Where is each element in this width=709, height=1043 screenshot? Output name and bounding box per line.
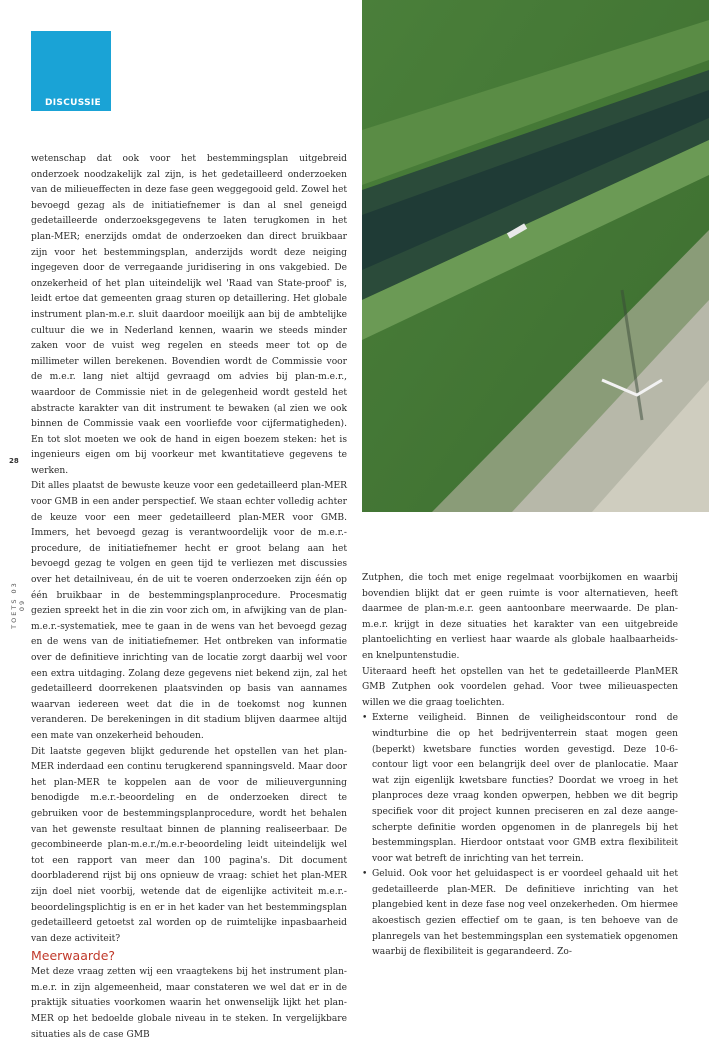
paragraph: Dit alles plaatst de bewuste keuze voor een gedetailleerd plan-MER voor GMB in een ander perspectief. We staan echter volledig achter de keuze voor een meer gedetailleerd plan-MER voor GMB. Immers, het bevoegd gezag is verantwoordelijk voor de m.e.r.-procedure, de initiatiefnemer hecht er groot belang aan het bevoegd gezag te volgen en geen tijd te verliezen met discussies over het detailniveau, én de uit te voeren onderzoeken zijn één op één bruikbaar in de bestemmingsplanprocedure. Procesmatig gezien spreekt het in die zin voor zich om, in afwijking van de plan-m.e.r.-systematiek, mee te gaan in de wens van het bevoegd gezag en de wens van de initiatiefnemer. Het ontbreken van informatie over de definitieve inrichting van de locatie zorgt daarbij wel voor een extra uitdaging. Zolang deze gegevens niet bekend zijn, zal het gedetailleerd doorrekenen plaatsvinden op basis van aannames waarvan iedereen weet dat die in de toekomst nog kunnen veranderen. De berekeningen in dit stadium blijven daarmee altijd een mate van onzekerheid behouden. (31, 481, 347, 741)
section-heading: Meerwaarde? (31, 948, 116, 964)
section-tab (31, 31, 111, 111)
left-column (31, 152, 347, 1043)
paragraph: Dit laatste gegeven blijkt gedurende het opstellen van het plan-MER inderdaad een continu terugkerend spanningsveld. Maar door het plan-MER te koppelen aan de voor de milieuvergunning benodigde m.e.r.-beoordeling en de onderzoeken direct te gebruiken voor de bestemmingsplanprocedure, wordt het behalen van het gewenste resultaat binnen de planning realiseerbaar. De gecombineerde plan-m.e.r./m.e.r-beoordeling leidt uiteindelijk wel tot een rapport van meer dan 100 pagina's. Dit document doorbladerend rijst bij ons opnieuw de vraag: schiet het plan-MER zijn doel niet voorbij, wetende dat de eigenlijke activiteit m.e.r.-beoordelingsplichtig is en er in het kader van het bestemmingsplan gedetailleerd getoetst zal worden op de ruimtelijke inpasbaarheid van deze activiteit? (31, 746, 347, 944)
page-number: 28 (9, 457, 19, 465)
paragraph: Zutphen, die toch met enige regelmaat voorbijkomen en waarbij bovendien blijkt dat er geen ruimte is voor alternatieven, heeft daarmee de plan-m.e.r. geen aantoonbare meerwaarde. De plan-m.e.r. krijgt in deze situaties het karakter van een uitgebreide plantoelichting en verliest haar waarde als globale haalbaarheids- en knelpuntenstudie. (362, 573, 678, 661)
list-item: • Externe veiligheid. Binnen de veiligheidscontour rond de windturbine die op het bedrijventerrein staat mogen geen (beperkt) kwetsbare functies worden gevestigd. Deze 10-6-contour ligt voor een belangrijk deel over de planlocatie. Maar wat zijn eigenlijk kwetsbare functies? Doordat we vroeg in het planproces deze vraag konden opwerpen, hebben we dit begrip specifiek voor dit project kunnen preciseren en zal deze aangescherpte definitie worden opgenomen in de planregels bij het bestemmingsplan. Hierdoor ontstaat voor GMB extra flexibiliteit voor wat betreft de inrichting van het terrein. (362, 711, 678, 867)
paragraph: Uiteraard heeft het opstellen van het te gedetailleerde PlanMER GMB Zutphen ook voordelen gehad. Voor twee milieuaspecten willen we die graag toelichten. (362, 666, 678, 708)
aerial-photo (362, 0, 709, 512)
paragraph: Met deze vraag zetten wij een vraagtekens bij het instrument plan-m.e.r. in zijn algemeenheid, maar constateren we wel dat er in de praktijk situaties voorkomen waarin het onwenselijk lijkt het plan-MER op het bedoelde globale niveau in te steken. In vergelijkbare situaties als de case GMB (31, 967, 347, 1040)
section-tab-label: DISCUSSIE (45, 98, 101, 108)
right-column (362, 571, 678, 961)
list-item: • Geluid. Ook voor het geluidaspect is er voordeel gehaald uit het gedetailleerde plan-MER. De definitieve inrichting van het plangebied kent in deze fase nog veel onzekerheden. Om hiermee akoestisch gezien effectief om te gaan, is ten behoeve van de planregels van het bestemmingsplan een systematiek opgenomen waarbij de flexibiliteit is gegarandeerd. Zo- (362, 867, 678, 961)
paragraph: wetenschap dat ook voor het bestemmingsplan uitgebreid onderzoek noodzakelijk zal zijn, is het gedetailleerd onderzoeken van de milieueffecten in deze fase geen weggegooid geld. Zowel het bevoegd gezag als de initiatiefnemer is dan al snel geneigd gedetailleerde onderzoeksgegevens te laten terugkomen in het plan-MER; enerzijds omdat de onderzoeken dan direct bruikbaar zijn voor het bestemmingsplan, anderzijds wordt deze neiging ingegeven door de verregaande juridisering in ons vakgebied. De onzekerheid of het plan uiteindelijk wel 'Raad van State-proof' is, leidt ertoe dat gemeenten graag sturen op detaillering. Het globale instrument plan-m.e.r. sluit daardoor moeilijk aan bij de ambtelijke cultuur die we in Nederland kennen, waarin we steeds minder zaken voor de vuist weg regelen en steeds meer tot op de millimeter willen berekenen. Bovendien wordt de Commissie voor de m.e.r. lang niet altijd gevraagd om advies bij plan-m.e.r., waardoor de Commissie niet in de gelegenheid wordt gesteld het abstracte karakter van dit instrument te bewaken (al zien we ook binnen de Commissie vaak een voorliefde voor cijfermatigheden). En tot slot moeten we ook de hand in eigen boezem steken: het is ingenieurs eigen om bij voorkeur met kwantitatieve gegevens te werken. (31, 154, 347, 476)
bullet-list (362, 711, 678, 961)
journal-issue: TOETS 03 09 (10, 581, 26, 629)
